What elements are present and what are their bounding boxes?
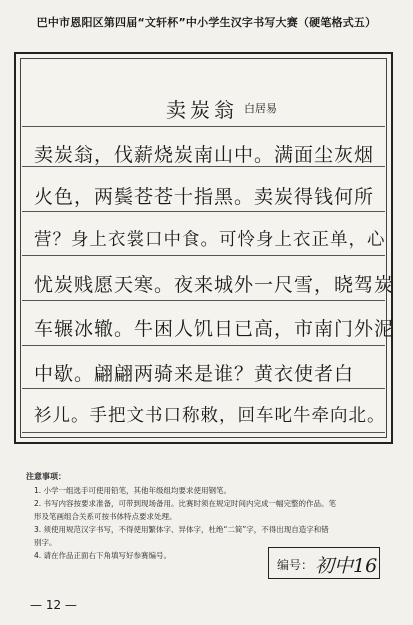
note-item: 2. 书写内容按要求准备，可带到现场备用。比赛时须在规定时间内完成一幅完整的作品。笔: [34, 499, 337, 508]
contestant-id-box: [268, 547, 380, 579]
page-number: — 12 —: [30, 598, 77, 612]
writing-sheet: [14, 52, 393, 444]
contest-header: 巴中市恩阳区第四届“文轩杯”中小学生汉字书写大赛（硬笔格式五）: [36, 16, 377, 29]
ruled-line: [22, 255, 385, 256]
ruled-line: [22, 126, 385, 127]
poem-line: 卖炭翁，伐薪烧炭南山中。满面尘灰烟: [34, 144, 375, 166]
ruled-line: [22, 432, 385, 433]
poem-line: 中歇。翩翩两骑来是谁？黄衣使者白: [34, 363, 355, 385]
ruled-line: [22, 211, 385, 212]
note-item: 形及笔画组合关系可按书体特点要求处理。: [34, 512, 177, 521]
poem-line: 衫儿。手把文书口称敕，回车叱牛牵向北。: [34, 406, 386, 426]
note-item: 别字。: [34, 538, 57, 547]
id-value: 初中16: [315, 555, 378, 577]
ruled-line: [22, 345, 385, 346]
notes-heading: 注意事项：: [26, 472, 66, 481]
poem-author: 白居易: [244, 102, 277, 115]
note-item: 1. 小学一组选手可使用铅笔，其他年级组均要求使用钢笔。: [34, 486, 232, 495]
poem-line: 营？身上衣裳口中食。可怜身上衣正单，心: [34, 230, 386, 250]
note-item: 3. 须使用规范汉字书写，不得使用繁体字、异体字，杜绝“二简”字，不得出现自造字和错: [34, 525, 329, 534]
poem-line: 火色，两鬓苍苍十指黑。卖炭得钱何所: [34, 186, 375, 208]
poem-line: 忧炭贱愿天寒。夜来城外一尺雪，晓驾炭: [34, 274, 395, 296]
poem-line: 车辗冰辙。牛困人饥日已高，市南门外泥: [34, 318, 395, 340]
ruled-line: [22, 388, 385, 389]
poem-title: 卖炭翁: [166, 98, 238, 122]
note-item: 4. 请在作品正面右下角填写好参赛编号。: [34, 551, 172, 560]
id-label: 编号：: [277, 558, 314, 572]
poem-title-row: [16, 88, 391, 122]
ruled-line: [22, 300, 385, 301]
